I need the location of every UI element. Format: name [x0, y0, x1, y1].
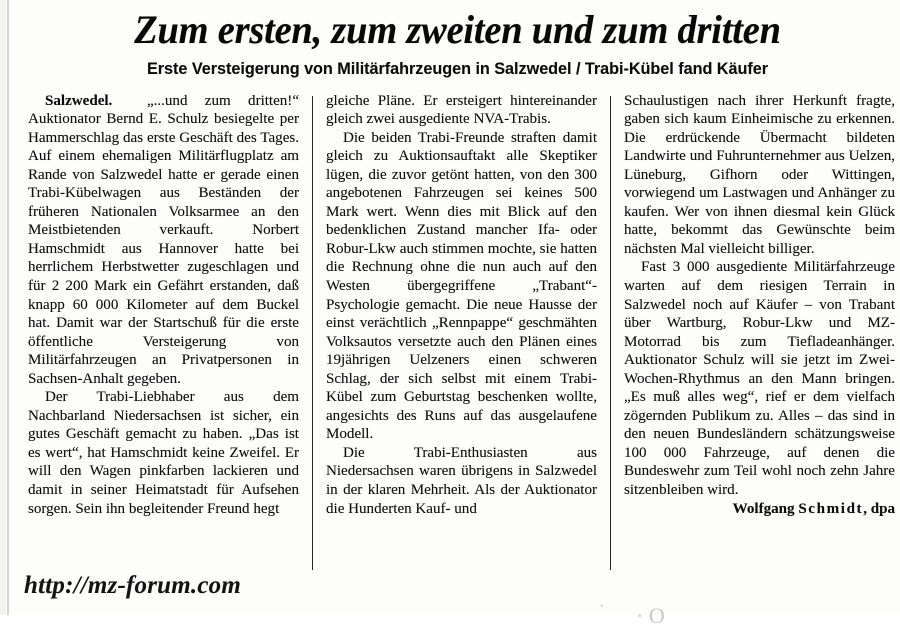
paragraph: gleiche Pläne. Er ersteigert hintereinander gleich zwei ausgediente NVA-Trabis. [326, 92, 597, 128]
article-sheet [11, 0, 900, 628]
scan-artifact-line: · [599, 596, 605, 615]
page-title: Zum ersten, zum zweiten und zum dritten [134, 7, 781, 52]
paragraph: Die beiden Trabi-Freunde straften damit gleich zu Auktionsauftakt alle Skeptiker lügen, die zuvor getönt hatten, von den 300 angebotenen Fahrzeugen sei keines 500 Mark wert. Wenn dies mit Blick auf den bedenklichen Zustand mancher Ifa- oder Robur-Lkw auch stimmen mochte, sie hatten die Rechnung ohne die nun auch auf den Westen übergegriffene „Trabant“-Psychologie gemacht. Die neue Hausse der einst verächtlich „Rennpappe“ geschmähten Volksautos versetzte auch den Plänen eines 19jährigen Uelzeners einen schweren Schlag, der sich selbst mit einem Trabi-Kübel zum Geburtstag beschenken wollte, angesichts des Runs auf das ausgelaufene Modell. [326, 129, 597, 443]
paragraph: Der Trabi-Liebhaber aus dem Nachbarland Niedersachsen ist sicher, ein gutes Geschäft gemacht zu haben. „Das ist es wert“, hat Hamschmidt keine Zweifel. Er will den Wagen pinkfarben lackieren und damit in seiner Heimatstadt für Aufsehen sorgen. Sein ihn begleitender Freund hegt [28, 389, 299, 517]
article-column-3 [624, 92, 895, 519]
paragraph: Schaulustigen nach ihrer Herkunft fragte, gaben sich kaum Einheimische zu erkennen. Die erdrückende Übermacht bildeten Landwirte und Fuhrunternehmer aus Uelzen, Lüneburg, Gifhorn oder Wittingen, vorwiegend um Lastwagen und Anhänger zu kaufen. Wer von ihnen diesmal kein Glück hatte, bekommt das Gewünschte beim nächsten Mal vielleicht billiger. [624, 92, 895, 257]
article-column-1 [28, 92, 299, 519]
column-divider [610, 96, 611, 570]
subheadline: Erste Versteigerung von Militärfahrzeugen in Salzwedel / Trabi-Kübel fand Käufer [146, 60, 769, 79]
article-column-2 [326, 92, 597, 519]
column-divider [312, 96, 313, 570]
watermark-url: http://mz-forum.com [24, 572, 242, 599]
paragraph-text: „...und zum dritten!“ Auktionator Bernd E. Schulz besiegelte per Hammerschlag das erste Geschäft des Tages. Auf einem ehemaligen Militärflugplatz am Rande von Salzwedel hatte er gerade einen Trabi-Kübelwagen aus Beständen der früheren Nationalen Volksarmee an den Meistbietenden verkauft. Norbert Hamschmidt aus Hannover hatte bei herrlichem Herbstwetter zugeschlagen und für 2 200 Mark ein Gefährt erstanden, daß knapp 60 000 Kilometer auf dem Buckel hat. Damit war der Startschuß für die erste öffentliche Versteigerung von Militärfahrzeugen an Privatpersonen in Sachsen-Anhalt gegeben. [28, 92, 299, 387]
lead-paragraph [28, 92, 299, 389]
page-margin-left [0, 0, 6, 615]
paragraph: Fast 3 000 ausgediente Militärfahrzeuge warten auf dem riesigen Terrain in Salzwedel noch auf Käufer – von Trabant über Wartburg, Robur-Lkw und MZ-Motorrad bis zum Tiefladeanhänger. Auktionator Schulz will sie jetzt im Zwei-Wochen-Rhythmus an den Mann bringen. „Es muß alles weg“, rief er dem vielfach zögernden Publikum zu. Alles – das sind in den neuen Bundesländern schätzungsweise 100 000 Fahrzeuge, auf denen die Bundeswehr zum Teil wohl noch zehn Jahre sitzenbleiben wird. [624, 259, 895, 499]
byline [624, 500, 895, 519]
byline-agency: , dpa [863, 500, 895, 517]
article-columns [11, 92, 900, 570]
paragraph: Die Trabi-Enthusiasten aus Niedersachsen waren übrigens in Salzwedel in der klaren Mehrheit. Als der Auktionator die Hunderten Kauf- und [326, 444, 597, 517]
scan-artifact-line: · O [636, 603, 665, 628]
masthead [11, 0, 900, 79]
page-edge-line [7, 0, 9, 615]
byline-prefix: Wolfgang [732, 500, 799, 517]
byline-author-name: Schmidt [798, 500, 864, 517]
dateline: Salzwedel. [45, 92, 113, 109]
